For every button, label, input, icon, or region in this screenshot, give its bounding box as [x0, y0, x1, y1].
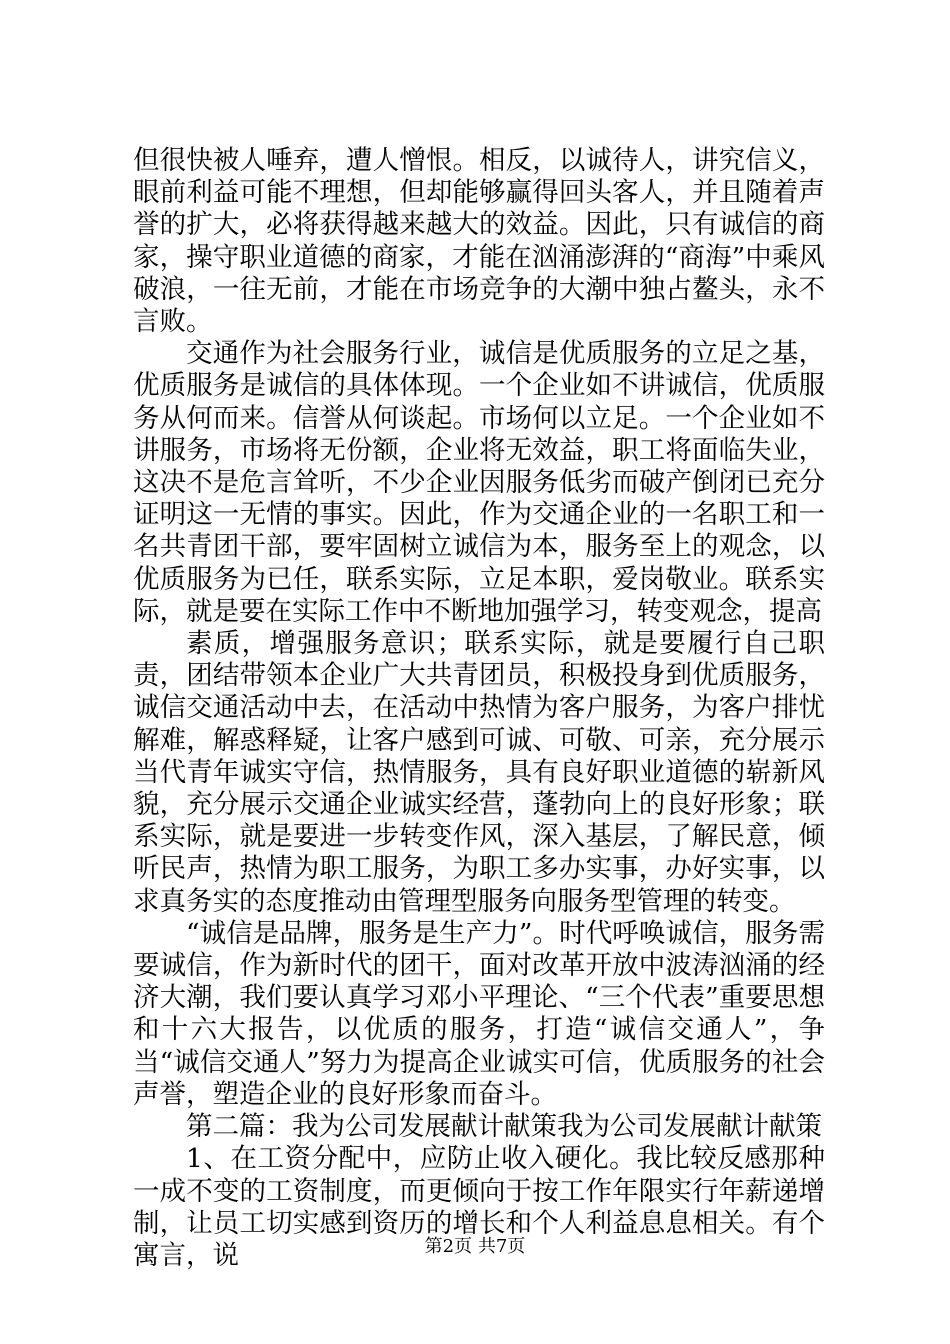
paragraph-1: 但很快被人唾弃，遭人憎恨。相反，以诚待人，讲究信义，眼前利益可能不理想，但却能够赢得回头客人，并且随着声誉的扩大，必将获得越来越大的效益。因此，只有诚信的商家，操守职业道德的商家，才能在汹涌澎湃的“商海”中乘风破浪，一往无前，才能在市场竞争的大潮中独占鳌头，永不言败。 [133, 145, 825, 338]
page-footer: 第2页 共7页 [424, 1236, 526, 1257]
section-heading: 第二篇：我为公司发展献计献策我为公司发展献计献策 [186, 1111, 822, 1143]
paragraph-4: “诚信是品牌，服务是生产力”。时代呼唤诚信，服务需要诚信，作为新时代的团干，面对改革开放中波涛汹涌的经济大潮，我们要认真学习邓小平理论、“三个代表”重要思想和十六大报告，以优质的服务，打造“诚信交通人”，争当“诚信交通人”努力为提高企业诚实可信，优质服务的社会声誉，塑造企业的良好形象而奋斗。 [133, 917, 825, 1110]
paragraph-2: 交通作为社会服务行业，诚信是优质服务的立足之基，优质服务是诚信的具体体现。一个企业如不讲诚信，优质服务从何而来。信誉从何谈起。市场何以立足。一个企业如不讲服务，市场将无份额，企业将无效益，职工将面临失业，这决不是危言耸听，不少企业因服务低劣而破产倒闭已充分证明这一无情的事实。因此，作为交通企业的一名职工和一名共青团干部，要牢固树立诚信为本，服务至上的观念，以优质服务为已任，联系实际，立足本职，爱岗敬业。联系实际，就是要在实际工作中不断地加强学习，转变观念，提高 [133, 338, 825, 627]
paragraph-3: 素质，增强服务意识；联系实际，就是要履行自己职责，团结带领本企业广大共青团员，积极投身到优质服务，诚信交通活动中去，在活动中热情为客户服务，为客户排忧解难，解惑释疑，让客户感到可诚、可敬、可亲，充分展示当代青年诚实守信，热情服务，具有良好职业道德的崭新风貌，充分展示交通企业诚实经营，蓬勃向上的良好形象；联系实际，就是要进一步转变作风，深入基层，了解民意，倾听民声，热情为职工服务，为职工多办实事，办好实事，以求真务实的态度推动由管理型服务向服务型管理的转变。 [133, 628, 825, 917]
paragraph-5: 1、在工资分配中，应防止收入硬化。我比较反感那种一成不变的工资制度，而更倾向于按工作年限实行年薪递增制，让员工切实感到资历的增长和个人利益息息相关。有个寓言，说 [133, 1143, 825, 1271]
document-body [133, 145, 825, 1272]
